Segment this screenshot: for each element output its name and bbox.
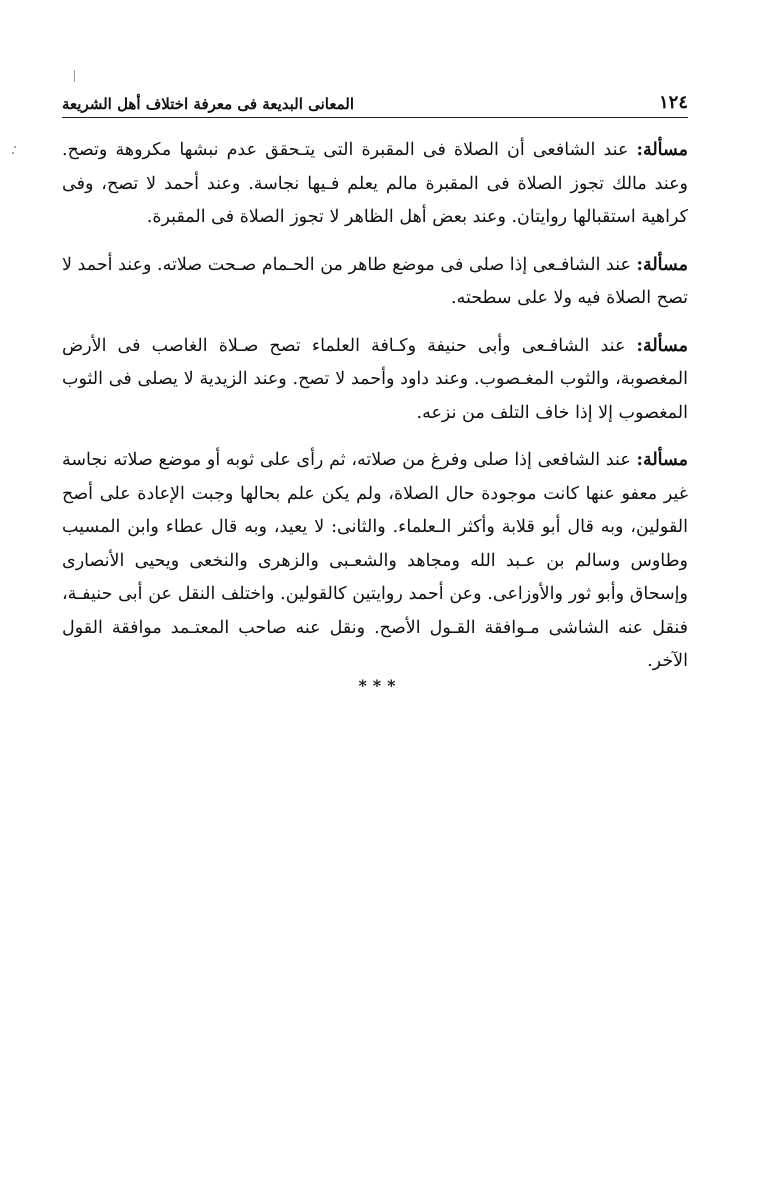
paragraph [62,330,688,431]
paragraph-text: عند الشافعى إذا صلى وفرغ من صلاته، ثم رأى على ثوبه أو موضع صلاته نجاسة غير معفو عنها كانت موجودة حال الصلاة، ولم يكن علم بحالها وجبت الإعادة على أصح القولين، وبه قال أبو قلابة وأكثر الـعلماء. والثانى: لا يعيد، وبه قال عطاء وابن المسيب وطاوس وسالم بن عـبد الله ومجاهد والشعـبى والزهرى والنخعى ويحيى الأنصارى وإسحاق وأبو ثور والأوزاعى. وعن أحمد روايتين كالقولين. واختلف النقل عن أبى حنيفـة، فنقل عنه الشاشى مـوافقة القـول الأصح. ونقل عنه صاحب المعتـمد موافقة القول الآخر. [62,450,688,671]
masala-label: مسألة: [636,140,688,160]
book-title: المعانى البديعة فى معرفة اختلاف أهل الشريعة [62,95,355,113]
masala-label: مسألة: [636,254,688,275]
paragraph [62,444,688,679]
paragraph-text: عند الشافعى أن الصلاة فى المقبرة التى يتـحقق عدم نبشها مكروهة وتصح. وعند مالك تجوز الصلاة فى المقبرة مالم يعلم فـيها نجاسة. وعند أحمد لا تصح، وفى كراهية استقبالها روايتان. وعند بعض أهل الظاهر لا تجوز الصلاة فى المقبرة. [62,140,688,227]
page-number: ١٢٤ [658,92,688,113]
masala-label: مسألة: [636,335,688,356]
paragraph [62,249,688,316]
masala-label: مسألة: [636,450,688,470]
margin-dot [14,146,16,148]
page-body [62,134,688,693]
paragraph [62,134,688,235]
margin-tick-mark [74,70,75,82]
section-divider: *** [358,676,402,695]
paragraph-text: عند الشافـعى وأبى حنيفة وكـافة العلماء تصح صـلاة الغاصب فى الأرض المغصوبة، والثوب المغـصوب. وعند داود وأحمد لا تصح. وعند الزيدية لا يصلى فى الثوب المغصوب إلا إذا خاف التلف من نزعه. [62,335,688,423]
running-header [62,84,688,118]
margin-dot [12,152,14,154]
paragraph-text: عند الشافـعى إذا صلى فى موضع طاهر من الحـمام صـحت صلاته. وعند أحمد لا تصح الصلاة فيه ولا على سطحته. [62,254,688,308]
